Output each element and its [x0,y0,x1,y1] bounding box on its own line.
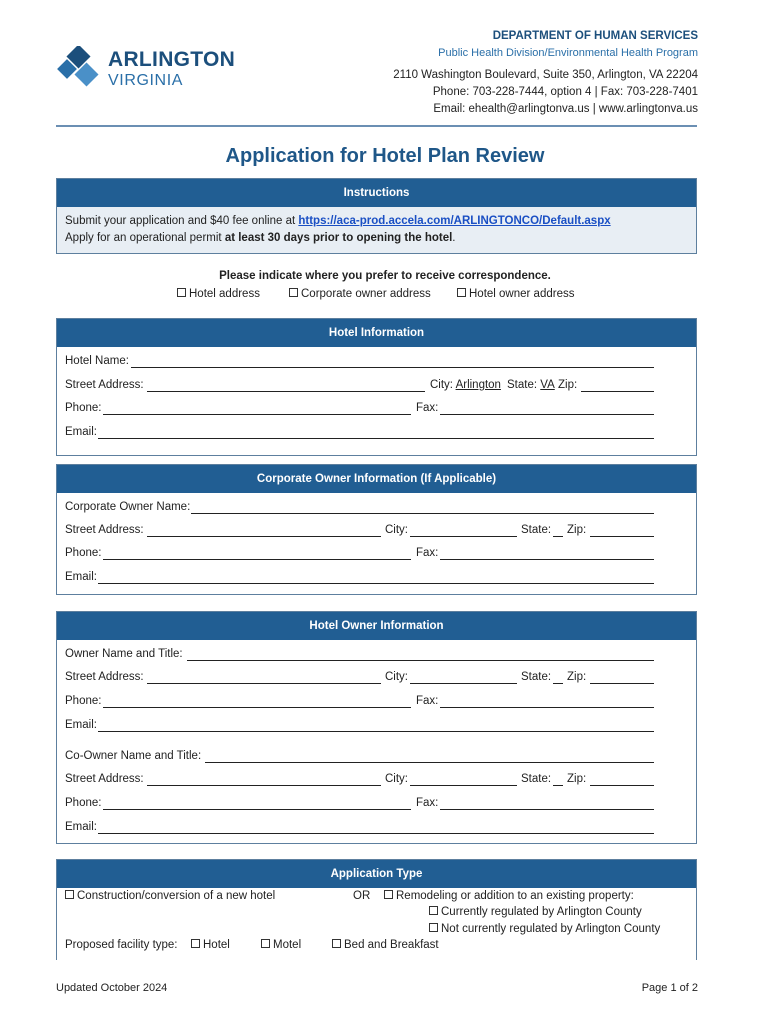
city-label: City: [385,671,408,683]
street-field[interactable] [147,785,381,786]
hotel-address-row [65,379,688,393]
checkbox-icon[interactable] [289,288,298,297]
hotel-information-section [56,318,697,456]
co-owner-name-row [65,750,688,764]
address-line: 2110 Washington Boulevard, Suite 350, Arlington, VA 22204 [393,69,698,81]
street-label: Street Address: [65,524,144,536]
or-label: OR [353,890,371,902]
checkbox-icon[interactable] [65,890,74,899]
state-label: State: [521,524,552,536]
new-hotel-option[interactable] [65,890,275,902]
checkbox-icon[interactable] [384,890,393,899]
co-owner-name-field[interactable] [205,762,654,763]
department-name: DEPARTMENT OF HUMAN SERVICES [492,30,698,42]
fax-label: Fax: [416,402,439,414]
correspondence-prompt: Please indicate where you prefer to receive correspondence. [219,270,551,282]
state-field[interactable] [553,785,563,786]
option-label: Hotel [203,939,230,951]
zip-label: Zip: [567,773,587,785]
corporate-owner-section [56,464,697,595]
email-field[interactable] [98,833,654,834]
city-field[interactable] [410,785,517,786]
facility-type-row [65,939,688,953]
logo-text-virginia: VIRGINIA [108,72,184,89]
fax-field[interactable] [440,559,654,560]
owner-address-row [65,671,688,685]
email-field[interactable] [98,583,654,584]
city-field[interactable] [410,536,517,537]
hotel-email-row [65,426,688,440]
street-label: Street Address: [65,379,144,391]
fax-field[interactable] [440,809,654,810]
fax-label: Fax: [416,547,439,559]
accela-link[interactable]: https://aca-prod.accela.com/ARLINGTONCO/Default.aspx [298,215,611,227]
zip-label: Zip: [567,671,587,683]
city-field[interactable] [410,683,517,684]
state-field[interactable] [553,683,563,684]
state-label: State: [521,671,552,683]
option-label: Motel [273,939,302,951]
co-owner-name-label: Co-Owner Name and Title: [65,750,202,762]
email-label: Email: [65,426,97,438]
checkbox-icon[interactable] [429,906,438,915]
instructions-heading: Instructions [57,179,696,207]
fax-label: Fax: [416,695,439,707]
option-label: Remodeling or addition to an existing property: [396,890,634,902]
checkbox-icon[interactable] [429,923,438,932]
application-type-heading: Application Type [57,860,696,888]
zip-field[interactable] [590,536,654,537]
facility-type-label: Proposed facility type: [65,939,178,951]
city-label: City: Arlington [430,379,501,391]
street-field[interactable] [147,391,425,392]
state-label: State: VA [507,379,555,391]
header-divider [56,125,697,127]
option-label: Bed and Breakfast [344,939,439,951]
instructions-line1: Submit your application and $40 fee online at [65,215,299,227]
instructions-section [56,178,697,254]
regulated-row [65,906,688,920]
hotel-name-label: Hotel Name: [65,355,129,367]
phone-label: Phone: [65,547,102,559]
phone-field[interactable] [103,707,411,708]
street-label: Street Address: [65,773,144,785]
checkbox-icon[interactable] [332,939,341,948]
application-type-section [56,859,697,960]
option-label: Construction/conversion of a new hotel [77,890,276,902]
zip-field[interactable] [590,785,654,786]
state-value: VA [540,379,555,391]
state-field[interactable] [553,536,563,537]
owner-email-row [65,719,688,733]
checkbox-icon[interactable] [177,288,186,297]
correspondence-option-hotel[interactable] [177,288,260,300]
not-regulated-row [65,923,688,937]
hotel-phone-row [65,402,688,416]
option-label: Hotel owner address [469,288,575,300]
hotel-name-row [65,355,688,369]
corporate-owner-heading: Corporate Owner Information (If Applicable) [57,465,696,493]
owner-name-label: Owner Name and Title: [65,648,183,660]
hotel-information-heading: Hotel Information [57,319,696,347]
phone-field[interactable] [103,414,411,415]
zip-label: Zip: [567,524,587,536]
owner-name-field[interactable] [187,660,654,661]
corporate-name-row [65,501,688,515]
facility-option-bnb[interactable] [332,939,439,951]
corporate-name-field[interactable] [191,513,654,514]
co-owner-email-row [65,821,688,835]
fax-field[interactable] [440,414,654,415]
email-label: Email: [65,821,97,833]
program-name: Public Health Division/Environmental Health Program [438,47,698,59]
phone-field[interactable] [103,559,411,560]
zip-label: Zip: [558,379,578,391]
city-label: City: [385,773,408,785]
phone-label: Phone: [65,402,102,414]
phone-label: Phone: [65,695,102,707]
email-label: Email: [65,571,97,583]
corporate-email-row [65,571,688,585]
facility-option-hotel[interactable] [191,939,230,951]
option-label: Currently regulated by Arlington County [441,906,642,918]
corporate-phone-row [65,547,688,561]
regulated-option[interactable] [429,906,642,918]
remodel-option[interactable] [384,890,634,902]
phone-field[interactable] [103,809,411,810]
arlington-logo-icon [56,46,102,92]
checkbox-icon[interactable] [191,939,200,948]
fax-field[interactable] [440,707,654,708]
footer-page-number: Page 1 of 2 [641,982,698,994]
co-owner-phone-row [65,797,688,811]
correspondence-option-corporate[interactable] [289,288,431,300]
hotel-owner-heading: Hotel Owner Information [57,612,696,640]
instructions-period: . [452,232,456,244]
corporate-name-label: Corporate Owner Name: [65,501,191,513]
logo-text-arlington: ARLINGTON [108,48,236,71]
zip-field[interactable] [581,391,654,392]
contact-block [393,67,698,118]
correspondence-option-owner[interactable] [457,288,574,300]
street-field[interactable] [147,683,381,684]
option-label: Corporate owner address [301,288,431,300]
checkbox-icon[interactable] [457,288,466,297]
instructions-body [57,207,696,253]
corporate-address-row [65,524,688,538]
email-label: Email: [65,719,97,731]
hotel-owner-section [56,611,697,844]
phone-label: Phone: [65,797,102,809]
street-label: Street Address: [65,671,144,683]
footer-updated: Updated October 2024 [56,982,168,994]
city-label: City: [385,524,408,536]
hotel-name-field[interactable] [131,367,654,368]
instructions-deadline: at least 30 days prior to opening the hotel [224,232,453,244]
city-value: Arlington [455,379,501,391]
zip-field[interactable] [590,683,654,684]
street-field[interactable] [147,536,381,537]
state-label: State: [521,773,552,785]
page-title: Application for Hotel Plan Review [225,145,545,167]
email-field[interactable] [98,438,654,439]
checkbox-icon[interactable] [261,939,270,948]
co-owner-address-row [65,773,688,787]
owner-phone-row [65,695,688,709]
application-type-row [65,890,688,904]
facility-option-motel[interactable] [261,939,301,951]
instructions-line2: Apply for an operational permit [65,232,225,244]
option-label: Not currently regulated by Arlington County [441,923,661,935]
email-line: Email: ehealth@arlingtonva.us | www.arlingtonva.us [433,103,698,115]
option-label: Hotel address [189,288,260,300]
fax-label: Fax: [416,797,439,809]
phone-line: Phone: 703-228-7444, option 4 | Fax: 703-228-7401 [432,86,698,98]
arlington-logo [56,46,256,96]
email-field[interactable] [98,731,654,732]
owner-name-row [65,648,688,662]
not-regulated-option[interactable] [429,923,660,935]
